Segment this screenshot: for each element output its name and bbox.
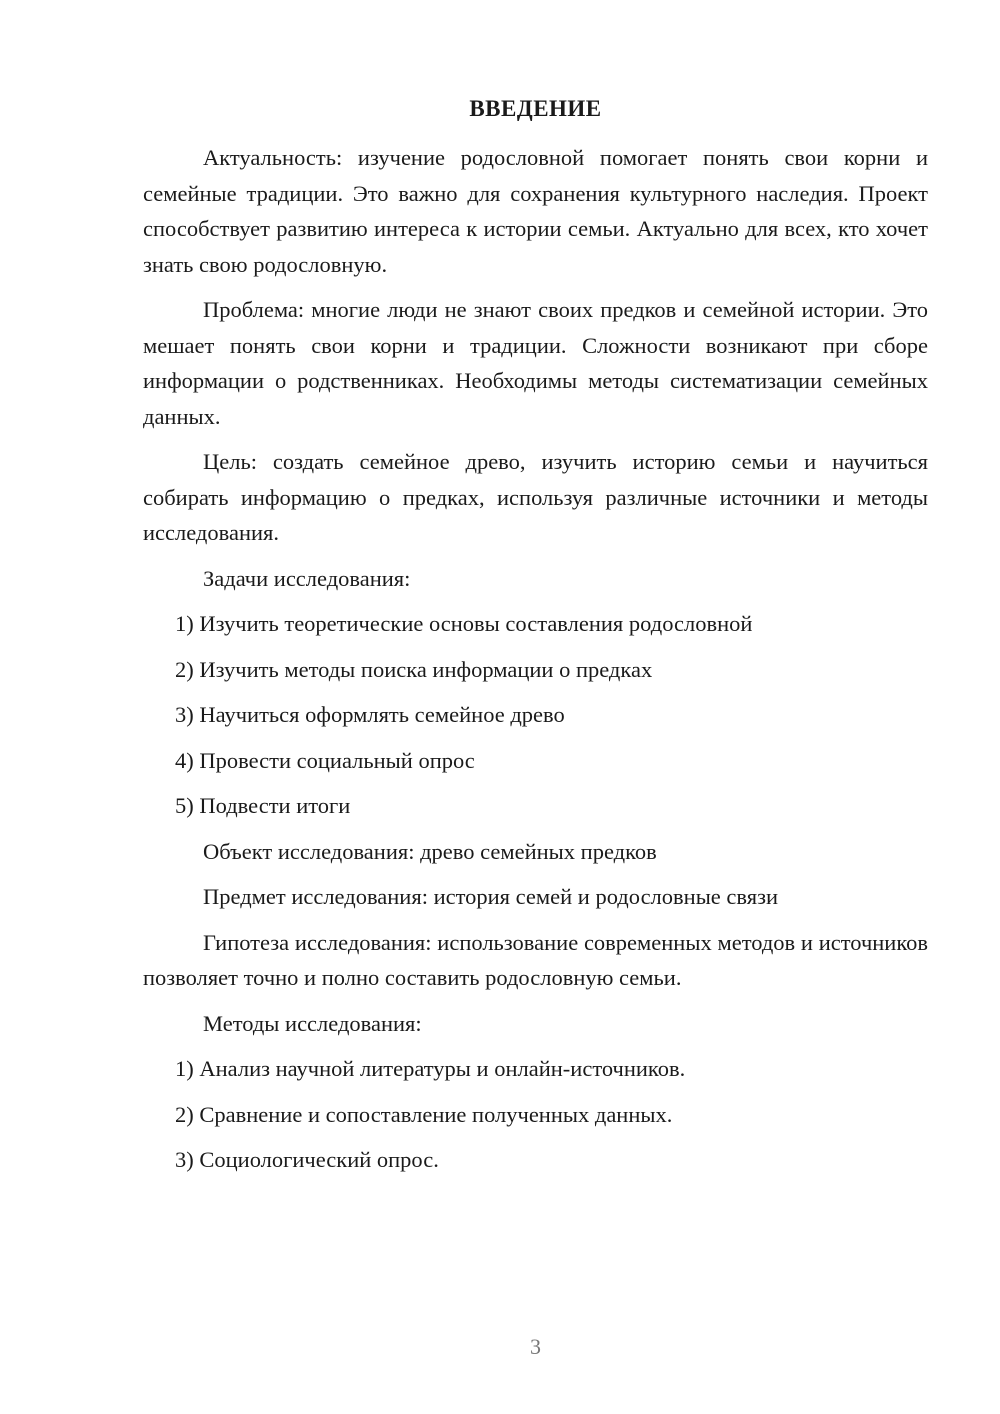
task-item: 1) Изучить теоретические основы составления родословной bbox=[175, 611, 753, 636]
tasks-heading: Задачи исследования: bbox=[203, 565, 411, 591]
goal-paragraph: Цель: создать семейное древо, изучить историю семьи и научиться собирать информацию о предках, используя различные источники и методы исследования. bbox=[143, 449, 928, 545]
task-item: 3) Научиться оформлять семейное древо bbox=[175, 702, 565, 727]
object-paragraph: Объект исследования: древо семейных предков bbox=[203, 838, 657, 864]
hypothesis-paragraph: Гипотеза исследования: использование современных методов и источников позволяет точно и полно составить родословную семьи. bbox=[143, 929, 928, 990]
page-title: ВВЕДЕНИЕ bbox=[469, 96, 602, 121]
methods-heading: Методы исследования: bbox=[203, 1010, 422, 1036]
page-number: 3 bbox=[530, 1334, 541, 1359]
relevance-paragraph: Актуальность: изучение родословной помогает понять свои корни и семейные традиции. Это важно для сохранения культурного наследия. Проект способствует развитию интереса к истории семьи. Актуально для всех, кто хочет знать свою родословную. bbox=[143, 145, 928, 277]
task-item: 5) Подвести итоги bbox=[175, 793, 351, 818]
task-item: 2) Изучить методы поиска информации о предках bbox=[175, 656, 653, 682]
problem-paragraph: Проблема: многие люди не знают своих предков и семейной истории. Это мешает понять свои корни и традиции. Сложности возникают при сборе информации о родственниках. Необходимы методы систематизации семейных данных. bbox=[143, 297, 928, 429]
subject-paragraph: Предмет исследования: история семей и родословные связи bbox=[203, 884, 779, 909]
method-item: 1) Анализ научной литературы и онлайн-источников. bbox=[175, 1056, 686, 1081]
page-content bbox=[143, 140, 928, 1188]
task-item: 4) Провести социальный опрос bbox=[175, 747, 475, 773]
document-page bbox=[143, 0, 928, 1414]
method-item: 3) Социологический опрос. bbox=[175, 1147, 439, 1172]
method-item: 2) Сравнение и сопоставление полученных данных. bbox=[175, 1101, 673, 1127]
